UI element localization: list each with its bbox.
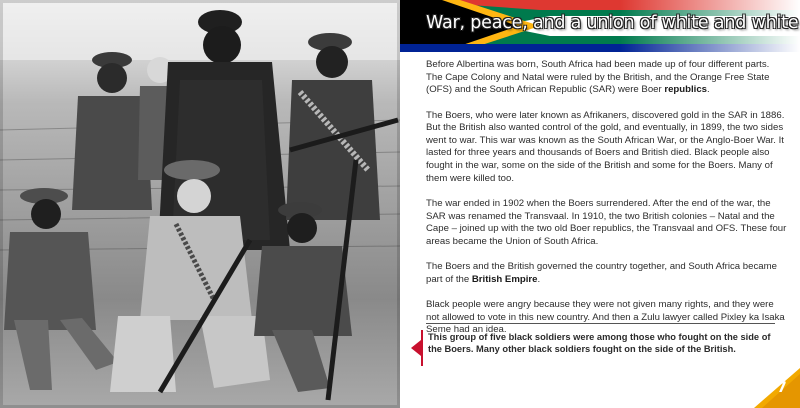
paragraph-5: Black people were angry because they were not given many rights, and they were not allowed to vote in this new country. And then a Zulu lawyer called Pixley ka Isaka Seme had an idea. <box>426 299 785 336</box>
caption-divider <box>426 323 775 324</box>
page-title: War, peace, and a union of white and white <box>426 13 799 33</box>
term-british-empire: British Empire <box>471 273 538 285</box>
text-page <box>400 0 800 408</box>
caption-arrow-icon <box>411 340 421 356</box>
body-text <box>426 59 788 350</box>
paragraph-2: The Boers, who were later known as Afrikaners, discovered gold in the SAR in 1886. But the British also wanted control of the gold, and eventually, in 1899, the two sides went to war. This war was known as the South African War, or the Anglo-Boer War. It lasted for three years and thousands of Boers and British died. Black people also fought in the war, some on the side of the British and some for the Boers. Many of them were killed too. <box>426 109 785 184</box>
photo-caption: This group of five black soldiers were among those who fought on the side of the Boers. Many other black soldiers fought on the side of the British. <box>428 332 771 354</box>
page-number: 7 <box>777 380 787 396</box>
term-republics: republics <box>664 84 708 96</box>
paragraph-4 <box>426 261 788 286</box>
paragraph-1-end: . <box>707 84 710 96</box>
caption-bar <box>421 330 423 366</box>
paragraph-4-end: . <box>537 273 541 285</box>
paragraph-3: The war ended in 1902 when the Boers surrendered. After the end of the war, the SAR was renamed the Transvaal. In 1910, the two British colonies – Natal and the Cape – joined up with the two old Boer republics, the Transvaal and OFS. These four areas became the Union of South Africa. <box>426 197 787 247</box>
paragraph-1-text: Before Albertina was born, South Africa had been made up of four different parts. The Cape Colony and Natal were ruled by the British, and the Orange Free State (OFS) and the South African Republic (SAR) were Boer <box>426 59 770 96</box>
paragraph-1 <box>426 59 788 97</box>
flag-banner <box>400 0 800 52</box>
paragraph-4-text: The Boers and the British governed the country together, and South Africa became part of the <box>426 261 777 285</box>
